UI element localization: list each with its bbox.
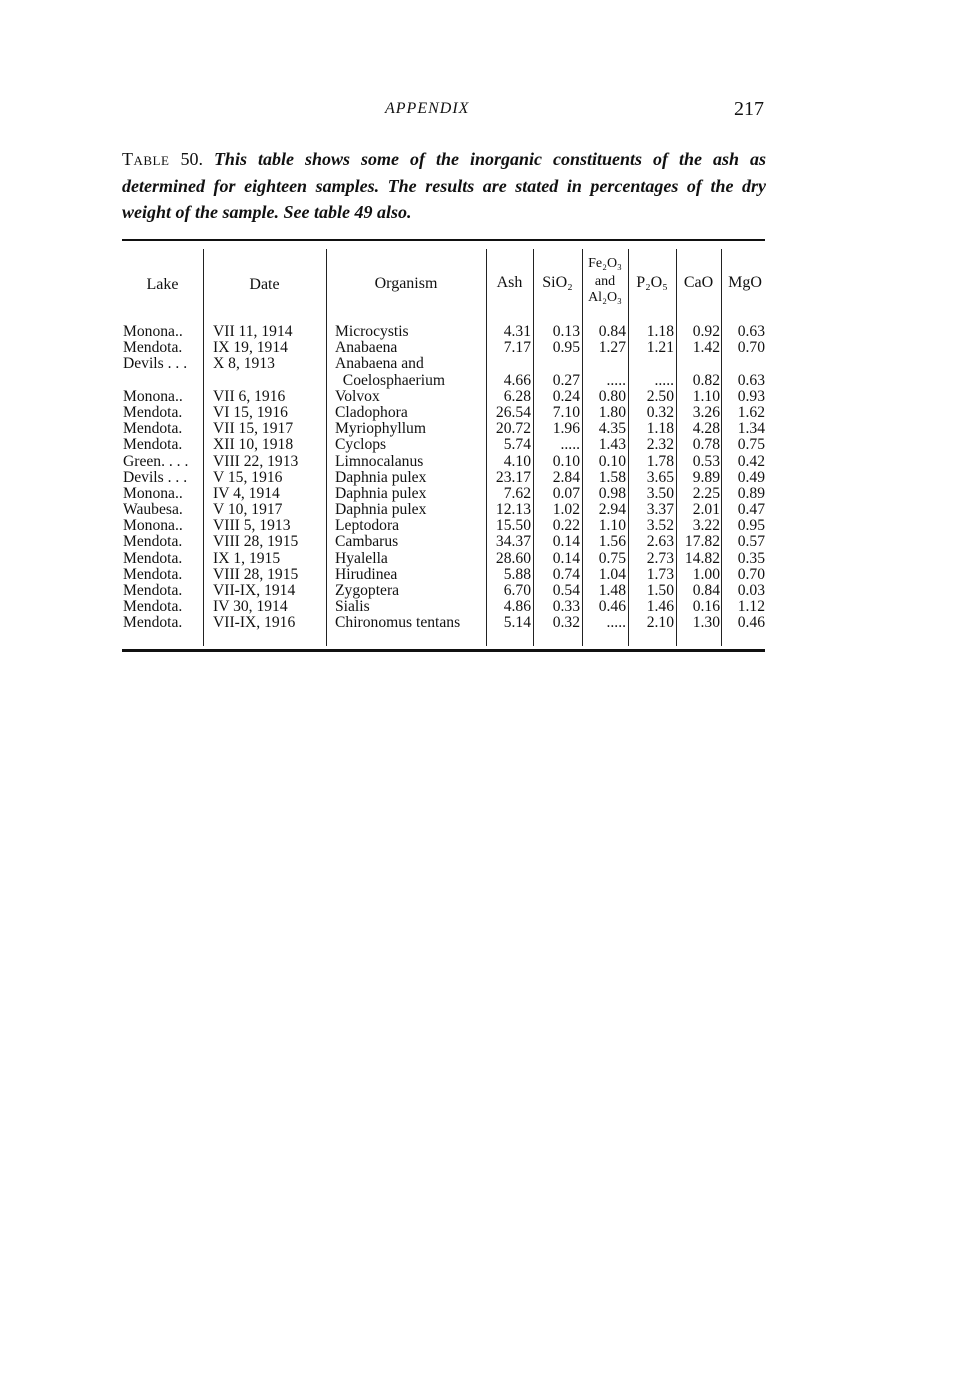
lake-cell: Mendota. <box>123 582 183 599</box>
organism-cell: Zygoptera <box>335 582 400 599</box>
lake-cell: Mendota. <box>123 339 183 357</box>
ash-cell: 4.31 <box>503 323 531 340</box>
lake-cell: Mendota. <box>123 420 183 438</box>
ash-cell: 28.60 <box>495 549 531 567</box>
ash-cell: 6.70 <box>503 582 531 599</box>
caption-lead: Table <box>122 149 170 169</box>
organism-cell: Daphnia pulex <box>335 484 427 502</box>
fe-al-cell: 1.56 <box>598 533 626 551</box>
p2o5-cell: 1.18 <box>646 420 674 438</box>
date-cell <box>213 373 325 389</box>
p2o5-cell: 2.73 <box>646 549 674 567</box>
sio2-cell <box>533 356 580 372</box>
p2o5-cell: 3.65 <box>646 468 674 486</box>
ash-cell: 5.74 <box>503 436 531 454</box>
lake-cell: Mendota. <box>123 533 183 551</box>
sio2-cell: 2.84 <box>552 468 580 486</box>
lake-cell: Monona.. <box>123 517 183 535</box>
mgo-cell: 0.93 <box>737 387 765 405</box>
date-cell: VII 15, 1917 <box>213 420 294 438</box>
mgo-cell: 0.49 <box>737 468 765 486</box>
ash-cell: 26.54 <box>495 403 531 421</box>
p2o5-cell: 1.18 <box>646 323 674 340</box>
header-organism: Organism <box>374 275 438 292</box>
p2o5-cell: 3.52 <box>646 517 674 535</box>
sio2-cell: 0.95 <box>552 339 580 357</box>
organism-cell: Microcystis <box>335 323 409 340</box>
ash-cell: 5.14 <box>503 614 531 632</box>
organism-cell: Coelosphaerium <box>335 371 446 389</box>
ash-cell: 15.50 <box>495 517 531 535</box>
sio2-cell: 1.96 <box>552 420 580 438</box>
organism-cell: Cambarus <box>335 533 399 551</box>
ash-cell: 4.10 <box>503 452 531 470</box>
fe-al-column <box>582 324 626 632</box>
organism-cell: Hyalella <box>335 549 388 567</box>
ash-cell <box>486 356 531 372</box>
running-head: APPENDIX <box>385 100 470 117</box>
date-cell: VII-IX, 1916 <box>213 614 296 632</box>
cao-cell: 4.28 <box>692 420 720 438</box>
fe-al-cell: 1.43 <box>598 436 626 454</box>
cao-cell: 1.00 <box>692 565 720 583</box>
organism-cell: Chironomus tentans <box>335 614 461 632</box>
sio2-column <box>533 324 580 632</box>
fe-al-cell: 0.84 <box>598 323 626 340</box>
cao-cell: 14.82 <box>684 549 720 567</box>
p2o5-cell: 3.37 <box>646 501 674 519</box>
organism-column <box>335 324 485 632</box>
fe-al-cell: 1.04 <box>598 565 626 583</box>
p2o5-cell: 2.32 <box>646 436 674 454</box>
fe-al-cell: 1.48 <box>598 582 626 599</box>
p2o5-column <box>628 324 674 632</box>
date-column <box>213 324 325 632</box>
p2o5-cell: 1.21 <box>646 339 674 357</box>
organism-cell: Myriophyllum <box>335 420 426 438</box>
organism-cell: Leptodora <box>335 517 400 535</box>
mgo-cell: 0.70 <box>737 565 765 583</box>
fe-al-cell: 4.35 <box>598 420 626 438</box>
sio2-cell: 7.10 <box>552 403 580 421</box>
mgo-cell: 0.89 <box>737 484 765 502</box>
p2o5-cell <box>628 356 674 372</box>
cao-cell: 0.82 <box>692 371 720 389</box>
sio2-cell: 0.27 <box>552 371 580 389</box>
ash-cell: 5.88 <box>503 565 531 583</box>
sio2-cell: 0.32 <box>552 614 580 632</box>
cao-cell: 0.53 <box>692 452 720 470</box>
mgo-cell: 0.42 <box>737 452 765 470</box>
lake-cell: Devils . . . <box>123 355 188 373</box>
cao-cell: 2.01 <box>692 501 720 519</box>
cao-column <box>676 324 720 632</box>
sio2-cell: 0.74 <box>552 565 580 583</box>
ash-cell: 34.37 <box>495 533 531 551</box>
organism-cell: Hirudinea <box>335 565 398 583</box>
organism-cell: Daphnia pulex <box>335 468 427 486</box>
fe-al-cell: 1.80 <box>598 403 626 421</box>
date-cell: XII 10, 1918 <box>213 436 294 454</box>
mgo-cell: 1.12 <box>737 598 765 616</box>
header-sio2: SiO₂ <box>542 274 573 291</box>
header-al2o3: Al₂O₃ <box>588 290 622 305</box>
organism-cell: Cladophora <box>335 403 408 421</box>
sio2-cell: 1.02 <box>552 501 580 519</box>
p2o5-cell: 3.50 <box>646 484 674 502</box>
organism-cell: Limnocalanus <box>335 452 424 470</box>
ash-cell: 23.17 <box>495 468 531 486</box>
lake-cell: Waubesa. <box>123 501 183 519</box>
fe-al-cell: 1.27 <box>598 339 626 357</box>
date-cell: V 10, 1917 <box>213 501 283 519</box>
organism-cell: Volvox <box>335 387 380 405</box>
fe-al-cell: 0.75 <box>598 549 626 567</box>
mgo-cell: 0.35 <box>737 549 765 567</box>
lake-cell: Monona.. <box>123 387 183 405</box>
sio2-cell: 0.14 <box>552 549 580 567</box>
cao-cell: 1.10 <box>692 387 720 405</box>
date-cell: VI 15, 1916 <box>213 403 288 421</box>
header-cao: CaO <box>683 274 714 291</box>
column-divider <box>326 249 327 646</box>
sio2-cell: 0.13 <box>552 323 580 340</box>
mgo-cell: 0.95 <box>737 517 765 535</box>
mgo-cell: 1.34 <box>737 420 765 438</box>
lake-cell <box>123 373 203 389</box>
cao-cell: 3.26 <box>692 403 720 421</box>
lake-cell: Mendota. <box>123 403 183 421</box>
lake-cell: Mendota. <box>123 436 183 454</box>
table-bottom-rule <box>122 649 765 652</box>
cao-cell: 0.16 <box>692 598 720 616</box>
sio2-cell: 0.33 <box>552 598 580 616</box>
sio2-cell: 0.14 <box>552 533 580 551</box>
ash-cell: 4.86 <box>503 598 531 616</box>
cao-cell: 0.84 <box>692 582 720 599</box>
ash-cell: 7.62 <box>503 484 531 502</box>
sio2-cell: 0.07 <box>552 484 580 502</box>
sio2-cell: 0.10 <box>552 452 580 470</box>
cao-cell: 0.78 <box>692 436 720 454</box>
cao-cell: 2.25 <box>692 484 720 502</box>
table-top-rule <box>122 239 765 241</box>
fe-al-cell: ..... <box>606 614 626 632</box>
header-lake: Lake <box>146 276 179 293</box>
lake-cell: Monona.. <box>123 323 183 340</box>
lake-cell: Mendota. <box>123 549 183 567</box>
fe-al-cell: ..... <box>606 371 626 389</box>
sio2-cell: 0.24 <box>552 387 580 405</box>
header-p2o5: P₂O₅ <box>636 274 668 291</box>
ash-cell: 4.66 <box>503 371 531 389</box>
p2o5-cell: 1.50 <box>646 582 674 599</box>
mgo-cell: 0.57 <box>737 533 765 551</box>
header-ash: Ash <box>496 274 523 291</box>
mgo-cell: 0.75 <box>737 436 765 454</box>
date-cell: IV 4, 1914 <box>213 484 280 502</box>
mgo-cell: 1.62 <box>737 403 765 421</box>
ash-cell: 12.13 <box>495 501 531 519</box>
lake-cell: Mendota. <box>123 598 183 616</box>
ash-cell: 20.72 <box>495 420 531 438</box>
date-cell: X 8, 1913 <box>213 355 275 373</box>
date-cell: VIII 28, 1915 <box>213 565 299 583</box>
header-mgo: MgO <box>728 274 762 291</box>
table-caption <box>122 146 766 226</box>
page-number: 217 <box>734 98 764 120</box>
fe-al-cell: 1.10 <box>598 517 626 535</box>
date-cell: IX 19, 1914 <box>213 339 288 357</box>
ash-cell: 7.17 <box>503 339 531 357</box>
header-and: and <box>594 274 616 289</box>
organism-cell: Anabaena and <box>335 355 424 373</box>
caption-number: 50. <box>180 149 203 169</box>
mgo-cell: 0.70 <box>737 339 765 357</box>
cao-cell: 0.92 <box>692 323 720 340</box>
organism-cell: Daphnia pulex <box>335 501 427 519</box>
sio2-cell: 0.54 <box>552 582 580 599</box>
p2o5-cell: 1.46 <box>646 598 674 616</box>
fe-al-cell: 0.10 <box>598 452 626 470</box>
ash-column <box>486 324 531 632</box>
column-divider <box>203 249 204 646</box>
p2o5-cell: 1.78 <box>646 452 674 470</box>
caption-text: This table shows some of the inorganic constituents of the ash as determined for eighteen samples. The results are stated in percentages of the dry weight of the sample. See table 49 also. <box>122 149 767 222</box>
fe-al-cell: 0.46 <box>598 598 626 616</box>
date-cell: V 15, 1916 <box>213 468 283 486</box>
sio2-cell: 0.22 <box>552 517 580 535</box>
mgo-cell: 0.63 <box>737 323 765 340</box>
organism-cell: Anabaena <box>335 339 398 357</box>
lake-cell: Mendota. <box>123 565 183 583</box>
cao-cell: 1.42 <box>692 339 720 357</box>
mgo-cell: 0.46 <box>737 614 765 632</box>
lake-cell: Monona.. <box>123 484 183 502</box>
date-cell: VII 11, 1914 <box>213 323 293 340</box>
mgo-column <box>721 324 765 632</box>
cao-cell: 3.22 <box>692 517 720 535</box>
p2o5-cell: 2.50 <box>646 387 674 405</box>
date-cell: IX 1, 1915 <box>213 549 281 567</box>
cao-cell <box>676 356 720 372</box>
lake-cell: Devils . . . <box>123 468 188 486</box>
mgo-cell: 0.03 <box>737 582 765 599</box>
p2o5-cell: 2.10 <box>646 614 674 632</box>
p2o5-cell: 2.63 <box>646 533 674 551</box>
lake-cell: Green. . . . <box>123 452 189 470</box>
lake-cell: Mendota. <box>123 614 183 632</box>
p2o5-cell: 1.73 <box>646 565 674 583</box>
header-fe2o3: Fe₂O₃ <box>588 256 622 271</box>
cao-cell: 9.89 <box>692 468 720 486</box>
date-cell: IV 30, 1914 <box>213 598 288 616</box>
organism-cell: Cyclops <box>335 436 387 454</box>
cao-cell: 1.30 <box>692 614 720 632</box>
date-cell: VIII 22, 1913 <box>213 452 299 470</box>
p2o5-cell: ..... <box>654 371 674 389</box>
ash-cell: 6.28 <box>503 387 531 405</box>
date-cell: VIII 5, 1913 <box>213 517 291 535</box>
mgo-cell: 0.47 <box>737 501 765 519</box>
date-cell: VII 6, 1916 <box>213 387 286 405</box>
date-cell: VII-IX, 1914 <box>213 582 296 599</box>
date-cell: VIII 28, 1915 <box>213 533 299 551</box>
fe-al-cell: 2.94 <box>598 501 626 519</box>
cao-cell: 17.82 <box>684 533 720 551</box>
organism-cell: Sialis <box>335 598 370 616</box>
fe-al-cell: 0.98 <box>598 484 626 502</box>
lake-column <box>123 324 203 632</box>
fe-al-cell: 0.80 <box>598 387 626 405</box>
sio2-cell: ..... <box>560 436 580 454</box>
header-date: Date <box>249 276 280 293</box>
p2o5-cell: 0.32 <box>646 403 674 421</box>
fe-al-cell: 1.58 <box>598 468 626 486</box>
mgo-cell <box>721 356 765 372</box>
fe-al-cell <box>582 356 626 372</box>
mgo-cell: 0.63 <box>737 371 765 389</box>
